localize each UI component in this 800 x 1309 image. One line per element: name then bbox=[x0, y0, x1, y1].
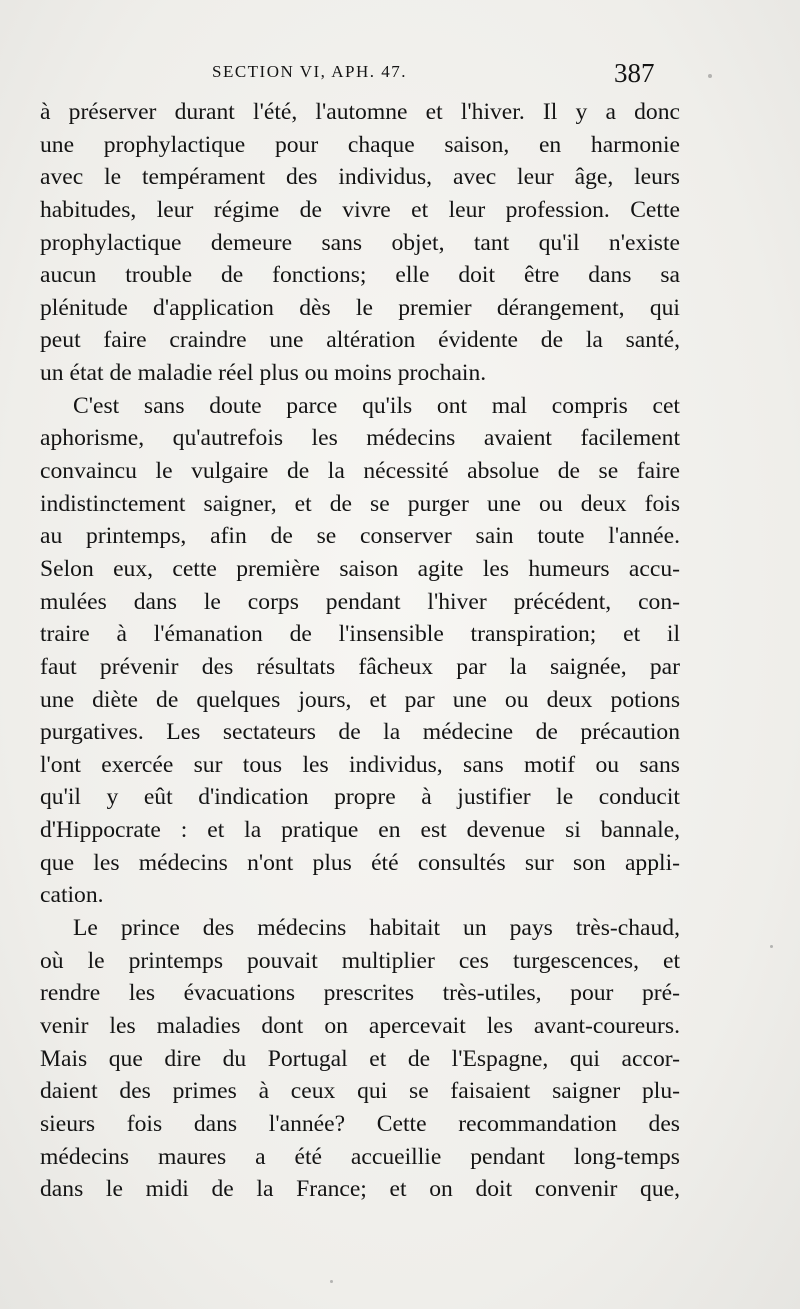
text-line: mulées dans le corps pendant l'hiver précédent, con- bbox=[40, 588, 680, 615]
text-line: indistinctement saigner, et de se purger une ou deux fois bbox=[40, 490, 680, 517]
text-line: où le printemps pouvait multiplier ces turgescences, et bbox=[40, 947, 680, 974]
text-line: l'ont exercée sur tous les individus, sans motif ou sans bbox=[40, 751, 680, 778]
text-line: purgatives. Les sectateurs de la médecine de précaution bbox=[40, 719, 680, 746]
page-number: 387 bbox=[614, 58, 655, 88]
text-line: habitudes, leur régime de vivre et leur profession. Cette bbox=[40, 196, 680, 223]
text-line: qu'il y eût d'indication propre à justifier le conducit bbox=[40, 784, 680, 811]
text-line: aucun trouble de fonctions; elle doit être dans sa bbox=[40, 262, 680, 289]
text-line: C'est sans doute parce qu'ils ont mal compris cet bbox=[73, 392, 680, 419]
text-line: venir les maladies dont on apercevait les avant-coureurs. bbox=[40, 1012, 680, 1039]
text-line: d'Hippocrate : et la pratique en est devenue si bannale, bbox=[40, 817, 680, 844]
page-header bbox=[0, 58, 800, 98]
text-line: rendre les évacuations prescrites très-utiles, pour pré- bbox=[40, 980, 680, 1007]
text-line: une diète de quelques jours, et par une ou deux potions bbox=[40, 686, 680, 713]
text-line: convaincu le vulgaire de la nécessité absolue de se faire bbox=[40, 458, 680, 485]
text-line: à préserver durant l'été, l'automne et l'hiver. Il y a donc bbox=[40, 99, 680, 125]
text-line: prophylactique demeure sans objet, tant qu'il n'existe bbox=[40, 229, 680, 256]
text-line: daient des primes à ceux qui se faisaient saigner plu- bbox=[40, 1078, 680, 1105]
paper-speck bbox=[330, 1280, 333, 1283]
text-line: Selon eux, cette première saison agite les humeurs accu- bbox=[40, 555, 680, 582]
running-head: SECTION VI, APH. 47. bbox=[212, 62, 407, 81]
body-text bbox=[40, 96, 680, 1206]
text-line: aphorisme, qu'autrefois les médecins avaient facilement bbox=[40, 425, 680, 452]
text-line: Le prince des médecins habitait un pays très-chaud, bbox=[73, 915, 680, 942]
text-line: que les médecins n'ont plus été consultés sur son appli- bbox=[40, 849, 680, 876]
text-line: une prophylactique pour chaque saison, en harmonie bbox=[40, 131, 680, 158]
text-line: plénitude d'application dès le premier dérangement, qui bbox=[40, 294, 680, 321]
text-line: traire à l'émanation de l'insensible transpiration; et il bbox=[40, 621, 680, 648]
text-line: cation. bbox=[40, 882, 104, 909]
paper-speck bbox=[708, 74, 712, 78]
text-line: sieurs fois dans l'année? Cette recommandation des bbox=[40, 1110, 680, 1137]
text-line: au printemps, afin de se conserver sain toute l'année. bbox=[40, 523, 680, 550]
text-line: dans le midi de la France; et on doit convenir que, bbox=[40, 1176, 680, 1203]
text-line: faut prévenir des résultats fâcheux par la saignée, par bbox=[40, 653, 680, 680]
text-line: un état de maladie réel plus ou moins prochain. bbox=[40, 360, 487, 387]
text-line: médecins maures a été accueillie pendant long-temps bbox=[40, 1143, 680, 1170]
text-line: peut faire craindre une altération évidente de la santé, bbox=[40, 327, 680, 354]
paper-speck bbox=[770, 945, 773, 948]
text-line: avec le tempérament des individus, avec leur âge, leurs bbox=[40, 164, 680, 191]
text-line: Mais que dire du Portugal et de l'Espagne, qui accor- bbox=[40, 1045, 680, 1072]
